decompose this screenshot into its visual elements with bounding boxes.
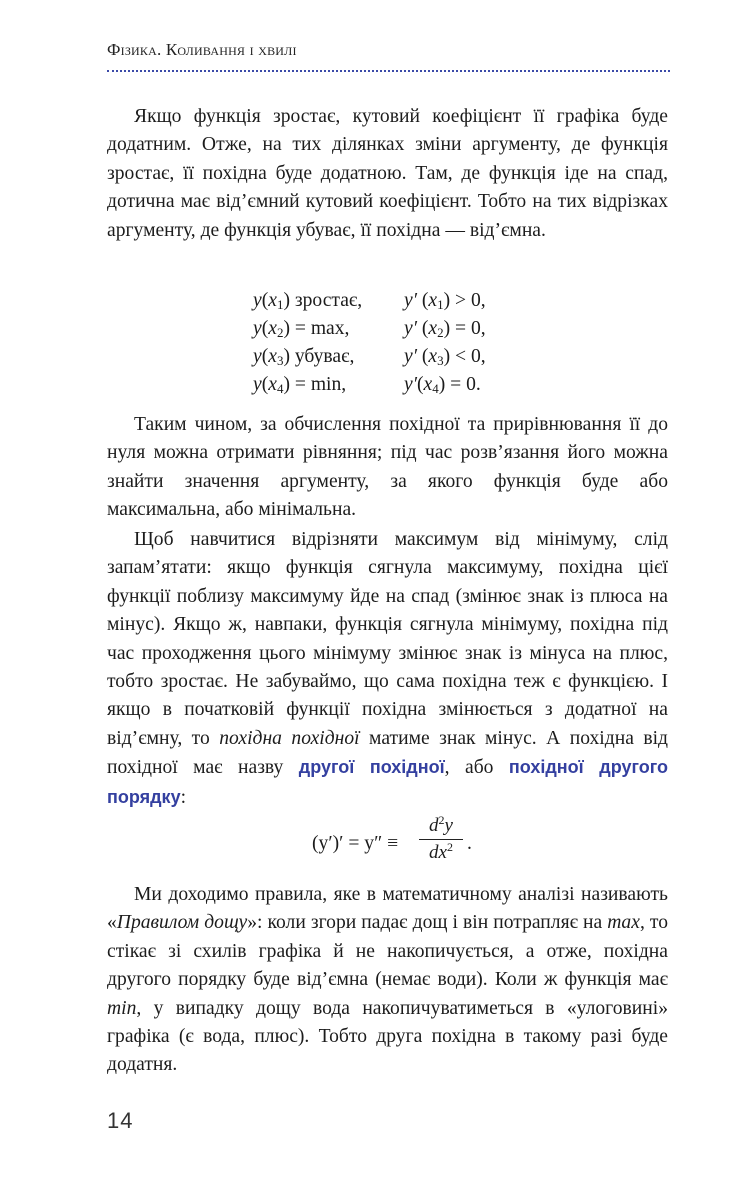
eq1-dvar: x (428, 290, 438, 311)
eq2-fn: y (253, 318, 262, 339)
paragraph-4-text-a: Ми доходимо правила, яке в математичному аналізі називають « (107, 884, 668, 934)
num-exp: 2 (438, 813, 445, 827)
eq1-didx: 1 (437, 297, 444, 312)
paragraph-3 (107, 526, 668, 812)
second-derivative-lhs: (y′)′ = y″ ≡ (312, 833, 399, 854)
equation-1-right: y′ $(x_1) > 0$, (404, 290, 486, 312)
max-italic: max (607, 912, 640, 934)
min-italic: min (107, 997, 137, 1019)
eq2-didx: 2 (437, 325, 444, 340)
eq1-idx: 1 (276, 297, 284, 312)
eq2-deriv: y′ (404, 318, 417, 339)
eq4-left-rest: = min, (289, 374, 347, 395)
paragraph-4-text-d: , у випадку дощу вода накопичуватиметься в «улоговині» графіка (є вода, плюс). Тобто друга похідна в такому разі буде додатня. (107, 997, 668, 1076)
eq2-var: x (268, 318, 277, 339)
num-var: y (444, 815, 453, 836)
equation-2-left: $y(x_2) = \max$, (253, 318, 350, 340)
paragraph-4-text-b: »: коли згори падає дощ і він потрапляє на (247, 912, 608, 934)
fraction-denominator (417, 840, 465, 866)
equation-3-left: $y(x_3)$ убуває, (253, 346, 355, 368)
paragraph-1-text: Якщо функція зростає, кутовий коефіцієнт її графіка буде додатним. Отже, на тих ділянках зміни аргументу, де функція зростає, її похідна буде додатною. Там, де функція іде на спад, дотична має від’ємний кутовий коефіцієнт. Тобто на тих відрізках аргументу, де функція убуває, її похідна — від’ємна. (107, 106, 668, 241)
eq3-didx: 3 (437, 353, 444, 368)
eq1-deriv: y′ (404, 290, 417, 311)
rain-rule-italic: Правилом дощу (116, 912, 248, 934)
fraction-numerator (417, 813, 465, 839)
paragraph-3-text-b: матиме знак мінус. А похідна від похідної має назву (107, 727, 668, 779)
equation-4-right: $y'(x_4) = 0$. (404, 374, 481, 396)
den-exp: 2 (446, 840, 453, 854)
den-dx: dx (429, 842, 447, 863)
paragraph-3-italic: похідна похідної (219, 727, 360, 749)
eq3-fn: y (253, 346, 262, 367)
paragraph-2-text: Таким чином, за обчислення похідної та прирівнювання її до нуля можна отримати рівняння; під час розв’язання його можна знайти значення аргументу, за якого функція буде або максимальна, або мінімальна. (107, 414, 668, 521)
eq2-right-rest: = 0, (450, 318, 486, 339)
eq4-fn: y (253, 374, 262, 395)
eq4-deriv: y′ (404, 374, 417, 395)
running-header: Фізика. Коливання і хвилі (107, 40, 297, 59)
eq4-right-rest: = 0. (445, 374, 481, 395)
eq3-var: x (268, 346, 277, 367)
term-second-derivative: другої похідної (298, 757, 445, 778)
paragraph-3-text-d: : (180, 786, 187, 808)
eq2-idx: 2 (276, 325, 284, 340)
paragraph-3-text-c: , або (444, 757, 509, 779)
equation-4-left: $y(x_4) = \min$, (253, 374, 347, 396)
eq4-didx: 4 (432, 381, 439, 396)
eq1-right-rest: > 0, (450, 290, 486, 311)
equation-2-right: y′ $(x_2) = 0$, (404, 318, 486, 340)
paragraph-1 (107, 103, 668, 245)
paragraph-2 (107, 411, 668, 525)
eq3-idx: 3 (276, 353, 284, 368)
paragraph-3-text-a: Щоб навчитися відрізняти максимум від мінімуму, слід запам’ятати: якщо функція сягнула максимуму, похідна цієї функції поблизу максимуму йде на спад (змінює знак із плюса на мінус). Якщо ж, навпаки, функція сягнула мінімуму, похідна під час проходження цього мінімуму змінює знак із мінуса на плюс, тобто зростає. Не забуваймо, що сама похідна теж є функцією. І якщо в початковій функції похідна змінюється з додатної на від’ємну, то (107, 529, 668, 749)
eq2-left-rest: = max, (289, 318, 350, 339)
eq3-dvar: x (428, 346, 438, 367)
eq3-deriv: y′ (404, 346, 417, 367)
eq4-idx: 4 (276, 381, 284, 396)
equation-3-right: y′ $(x_3) < 0$, (404, 346, 486, 368)
second-derivative-fraction (417, 813, 465, 866)
page-number: 14 (107, 1108, 134, 1133)
header-dotted-rule (107, 70, 670, 72)
eq1-left-rest: зростає, (289, 290, 363, 311)
term-second-order-derivative: похідної другого порядку (107, 757, 668, 807)
num-d: d (429, 815, 439, 836)
equation-1-left: $y(x_1)$ зростає, (253, 290, 363, 312)
eq4-var: x (268, 374, 277, 395)
eq1-var: x (268, 290, 277, 311)
eq4-dvar: x (423, 374, 433, 395)
eq3-left-rest: убуває, (289, 346, 355, 367)
paragraph-4 (107, 881, 668, 1080)
second-derivative-tail: . (467, 833, 472, 854)
paragraph-4-text-c: , то стікає зі схилів графіка й не накопичується, а отже, похідна другого порядку буде від’ємна (немає води). Коли ж функція має (107, 912, 668, 991)
eq1-fn: y (253, 290, 262, 311)
eq2-dvar: x (428, 318, 438, 339)
eq3-right-rest: < 0, (450, 346, 486, 367)
